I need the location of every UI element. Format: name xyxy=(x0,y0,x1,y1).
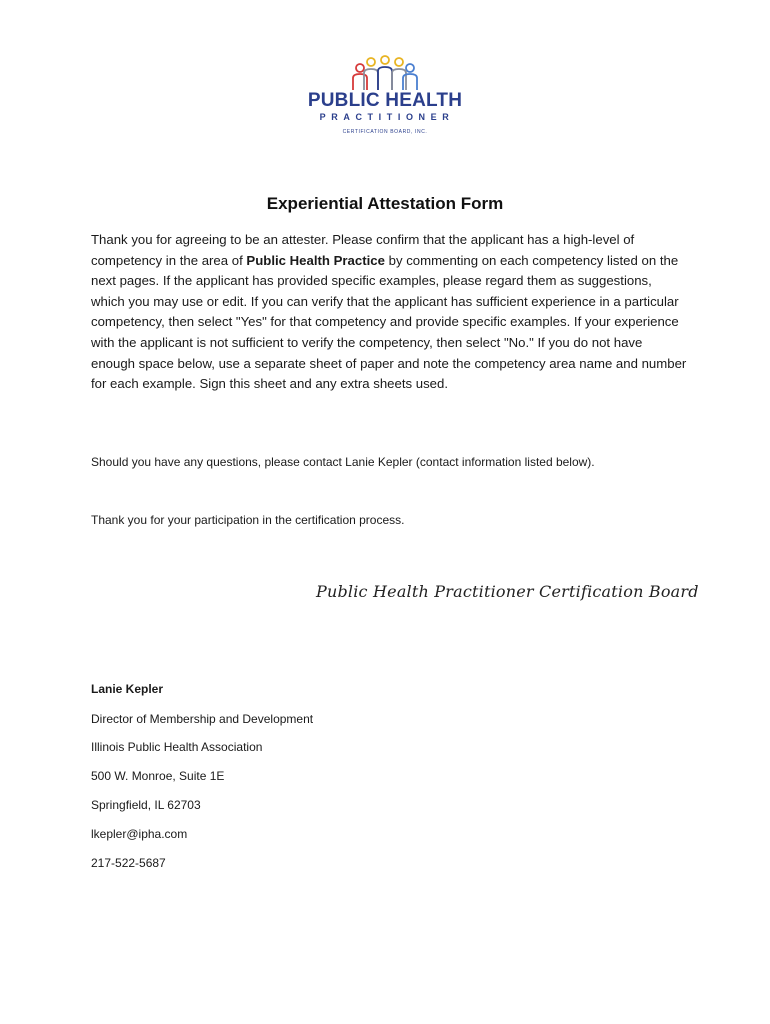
contact-city: Springfield, IL 62703 xyxy=(91,798,201,812)
intro-text-end: by commenting on each competency listed on the next pages. If the applicant has provided specific examples, please regard them as suggestions, which you may use or edit. If you can verify that the applicant has sufficient experience in a particular competency, then select "Yes" for that competency and provide specific examples. If your experience with the applicant is not sufficient to verify the competency, then select "No." If you do not have enough space below, use a separate sheet of paper and note the competency area name and number for each example. Sign this sheet and any extra sheets used. xyxy=(91,252,687,392)
contact-organization: Illinois Public Health Association xyxy=(91,740,263,754)
form-title: Experiential Attestation Form xyxy=(266,194,504,213)
logo-tagline: CERTIFICATION BOARD, INC. xyxy=(342,129,428,135)
people-icon xyxy=(300,52,470,92)
contact-phone: 217-522-5687 xyxy=(91,856,166,870)
signature: Public Health Practitioner Certification Board xyxy=(316,582,699,601)
logo-title: PUBLIC HEALTH xyxy=(307,90,463,111)
contact-address: 500 W. Monroe, Suite 1E xyxy=(91,769,225,783)
contact-email[interactable]: lkepler@ipha.com xyxy=(91,827,188,841)
logo-subtitle: PRACTITIONER xyxy=(319,112,455,122)
intro-text-start: Thank you for agreeing to be an attester. Please confirm that the applicant has a high-level of competency in the area of xyxy=(91,232,635,268)
intro-paragraph xyxy=(91,230,687,395)
questions-paragraph: Should you have any questions, please contact Lanie Kepler (contact information listed below). xyxy=(91,455,595,469)
contact-name: Lanie Kepler xyxy=(91,682,164,696)
contact-title: Director of Membership and Development xyxy=(91,712,314,726)
thanks-paragraph: Thank you for your participation in the certification process. xyxy=(91,513,405,527)
phpcb-logo xyxy=(300,52,470,148)
practice-area: Public Health Practice xyxy=(246,252,385,268)
